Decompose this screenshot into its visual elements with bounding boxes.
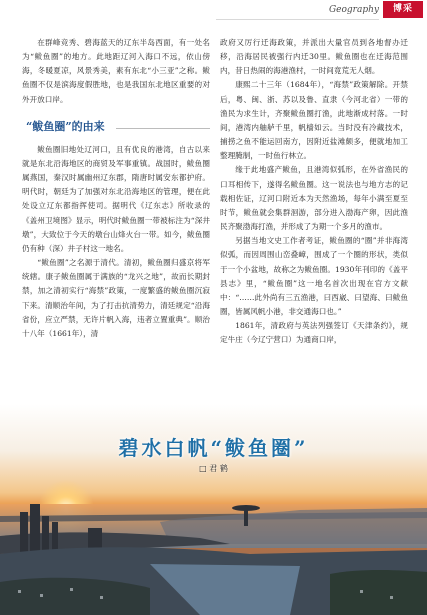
body-paragraph: 鲅鱼圈旧地处辽河口，且有优良的港湾，自古以来就是东北沿海地区的商贸及军事重镇。战国时，鲅鱼圈属燕国，秦汉时属幽州辽东郡，隋唐时属安东都护府。明代时，朝廷为了加强对东北沿海地区的管理，便在此处设立辽东都指挥使司。据明代《辽东志》所收录的《盖州卫境图》显示，明代时鲅鱼圈一带被标注为“深井墩”，大致位于今天的墩台山烽火台一带。如今，鲅鱼圈仍有种（深）井子村这一地名。 [22,144,210,253]
column-badge: 博采 [383,1,423,18]
magazine-brand: Geography [328,5,379,15]
body-paragraph: “鲅鱼圈”之名源于清代。清初，鲅鱼圈归盛京将军统辖。康子鲅鱼圈属于满族的“龙兴之地”，故而长期封禁，加之清初实行“海禁”政策，一度繁盛的鲅鱼圈沉寂下来。清顺治年间，为了打击抗清势力，清廷规定“沿海省份，应立严禁，无许片帆入海，违者立置重典”。顺治十八年（1661年），清 [22,258,210,338]
body-paragraph: 康熙二十三年（1684年），“海禁”政策解除。开禁后，粤、闽、浙、苏以及鲁、直隶（今河北省）一带的渔民为求生计，齐聚鲅鱼圈打渔，此地渐成村落。一时间，港湾内舳舻千里，帆樯如云。当时没有冷藏技术，捕捞之鱼不能运回南方，因附近盐滩颇多，便就地加工整理腌制，一时鱼行林立。 [220,80,408,161]
section-heading [22,119,210,135]
section-title: “鲅鱼圈”的由来 [26,119,105,133]
author-name: 君 鹤 [209,464,228,473]
feature-title: 碧水白帆“鲅鱼圈” [118,436,309,460]
body-paragraph: 政府又厉行迁海政策，并派出大量官员到各地督办迁移，沿海居民被强行内迁30里。鲅鱼圈也在迁海范围内，昔日热闹的海港渔村，一时间竟荒无人烟。 [220,38,408,76]
author-prefix: □ [199,464,207,473]
body-paragraph: 缘于此地盛产鲅鱼，且港湾似弧形，在外省渔民的口耳相传下，遂得名鲅鱼圈。这一说法也与地方志的记载相佐证，辽河口附近本为天然渔场，每年小满至夏至时节，鲅鱼就会集群洄游，部分进入渤海产卵，因此渔民齐聚渤海打渔，并形成了为期一个多月的渔市。 [220,165,408,232]
intro-paragraph: 在群峰竞秀、碧海蓝天的辽东半岛西面，有一处名为“鲅鱼圈”的地方。此地距辽河入海口不远，依山傍海，冬暖夏凉，风景秀美，素有东北“小三亚”之称。鲅鱼圈不仅是滨海度假胜地，也是我国东北地区重要的对外开放口岸。 [22,38,210,104]
left-column [22,36,210,341]
body-paragraph: 另据当地文史工作者考证，鲅鱼圈的“圈”并非海湾似弧，而因周围山峦叠嶂，围成了一个圈的形状，类似于一个小盆地，故称之为鲅鱼圈。1930年刊印的《盖平县志》里，“鲅鱼圈”这一地名首次出现在官方文献中：“……此外尚有三五渔港，曰西崴、曰望海、曰鲅鱼圈，皆属风帆小港，非交通海口也。” [220,236,408,316]
body-paragraph: 1861年，清政府与英法列强签订《天津条约》，规定牛庄（今辽宁营口）为通商口岸， [220,321,408,345]
author-byline [0,463,427,474]
header-rule [216,19,379,20]
right-column [220,36,408,347]
heading-rule [116,128,210,129]
page-header [0,0,427,30]
